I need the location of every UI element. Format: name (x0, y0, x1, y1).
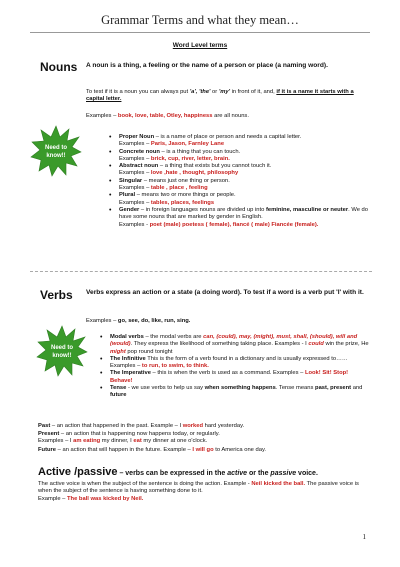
page-number: 1 (362, 533, 366, 541)
list-item: • Plural – means two or more things or people. Examples – tables, places, feelings (109, 192, 371, 207)
svg-text:Need to: Need to (50, 345, 74, 351)
svg-text:know!!: know!! (52, 353, 72, 359)
title-rule (30, 32, 370, 33)
need-to-know-badge (36, 325, 88, 377)
list-item: • Modal verbs – the modal verbs are can, (could), may, (might), must, shall, (should), will and (would). They express the likelihood of something taking place. Examples - I could win the prize, He might pop round tonight (100, 334, 370, 356)
verbs-list (100, 334, 370, 400)
section-divider (30, 271, 372, 272)
voice-heading: Active /passive (38, 466, 118, 478)
nouns-heading: Nouns (40, 60, 78, 74)
list-item: • Proper Noun – is a name of place or person and needs a capital letter. Examples – Paris, Jason, Farnley Lane (109, 134, 371, 149)
nouns-examples: Examples – book, love, table, Otley, happiness are all nouns. (86, 113, 249, 119)
list-item: • The Imperative – this is when the verb is used as a command. Examples – Look! Sit! Stop! Behave! (100, 370, 370, 385)
verbs-heading: Verbs (40, 288, 73, 302)
nouns-definition: A noun is a thing, a feeling or the name of a person or place (a naming word). (86, 62, 328, 69)
tense-present: Present – an action that is happening now happens today, or regularly. Examples – I am eating my dinner, I eat my dinner at one o'clock. (38, 431, 220, 445)
voice-subheading: – verbs can be expressed in the active or the passive voice. (117, 470, 318, 477)
voice-heading-line (38, 462, 378, 480)
list-item: • Gender – in foreign languages nouns are divided up into feminine, masculine or neuter. We do have some nouns that are marked by gender in English. Examples - poet (male) poetess ( female), fiancé ( male) Fiancée (female). (109, 207, 371, 229)
verbs-definition: Verbs express an action or a state (a doing word). To test if a word is a verb put 'I' with it. (86, 289, 364, 296)
list-item: • Tense - we use verbs to help us say when something happens. Tense means past, present and future (100, 385, 370, 400)
section-title: Word Level terms (172, 42, 228, 49)
nouns-test: To test if it is a noun you can always put 'a', 'the' or 'my' in front of it, and, if it is a name it starts with a capital letter. (86, 89, 354, 103)
verbs-examples: Examples – go, see, do, like, run, sing. (86, 318, 191, 324)
svg-text:Need to: Need to (44, 145, 68, 151)
need-to-know-badge (30, 125, 82, 177)
list-item: • Singular – means just one thing or person. Examples – table , place , feeling (109, 178, 371, 193)
tense-past: Past – an action that happened in the past. Example – I worked hard yesterday. (38, 423, 245, 429)
page-title: Grammar Terms and what they mean… (101, 13, 299, 27)
list-item: • Abstract noun – a thing that exists but you cannot touch it. Examples – love ,hate , thought, philosophy (109, 163, 371, 178)
voice-text: The active voice is when the subject of the sentence is doing the action. Example - Neil kicked the ball. The passive voice is when the subject of the sentence is having something done to it. Example – The ball was kicked by Neil. (38, 481, 359, 502)
list-item: • Concrete noun – is a thing that you can touch. Examples – brick, cup, river, letter, brain. (109, 149, 371, 164)
list-item: • The Infinitive This is the form of a verb found in a dictionary and is usually expressed to…… Examples – to run, to swim, to think. (100, 356, 370, 371)
tense-future: Future – an action that will happen in the future. Example – I will go to America one day. (38, 447, 267, 453)
nouns-list (109, 134, 371, 229)
svg-text:know!!: know!! (46, 153, 66, 159)
